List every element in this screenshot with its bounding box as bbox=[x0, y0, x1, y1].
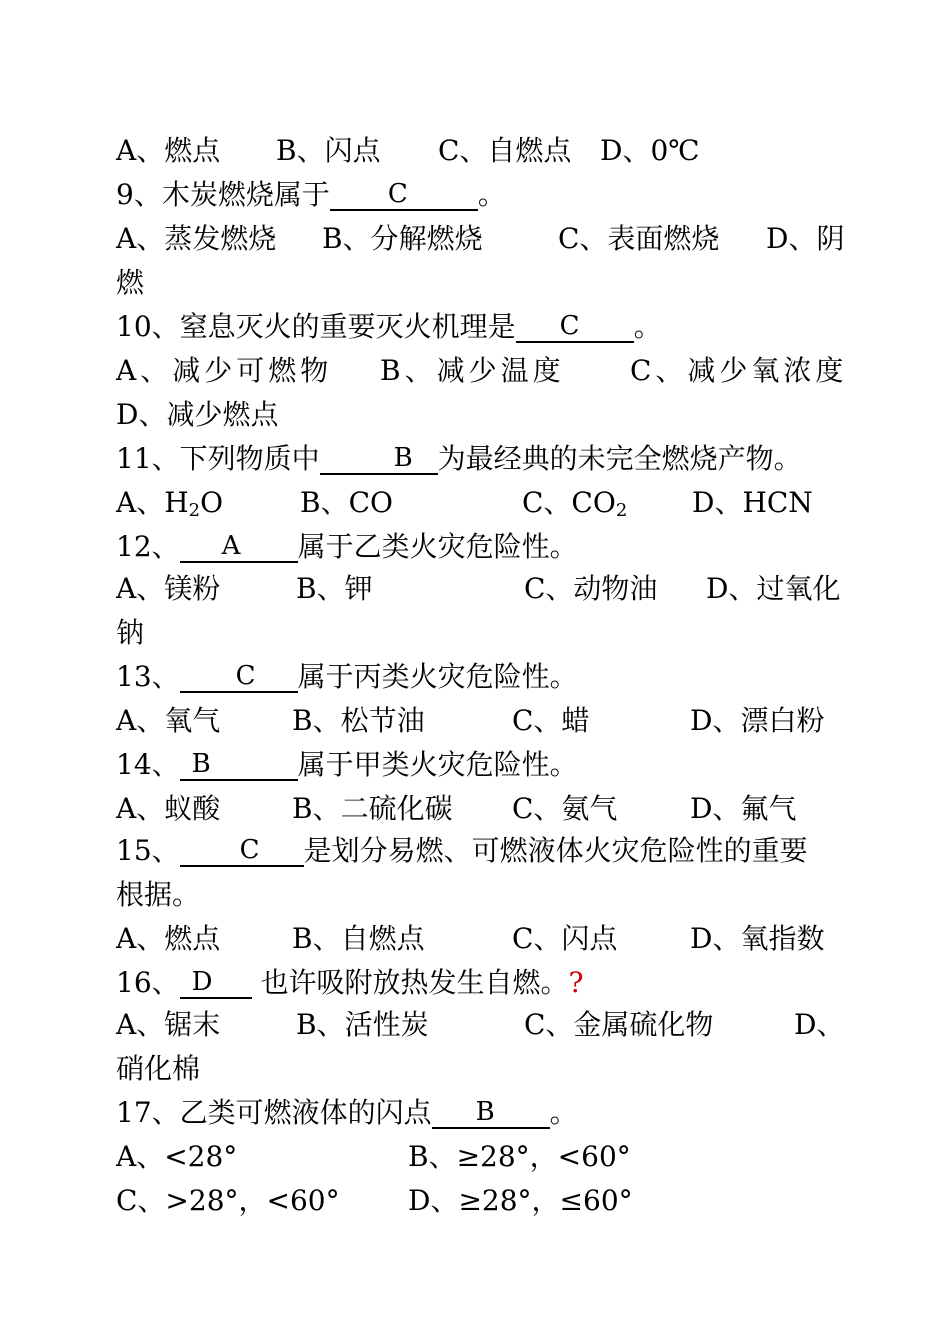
q15-option-d: D、氧指数 bbox=[690, 922, 825, 955]
q15-option-c: C、闪点 bbox=[512, 922, 618, 955]
q9-option-b: B、分解燃烧 bbox=[322, 222, 483, 255]
q9-wrap: 燃 bbox=[116, 266, 145, 299]
q9-option-d: D、阴 bbox=[766, 222, 845, 255]
q16-prefix: 16、 bbox=[116, 966, 180, 999]
q15-option-b: B、自燃点 bbox=[292, 922, 425, 955]
q14-suffix: 属于甲类火灾危险性。 bbox=[297, 748, 578, 781]
q10-option-b: B、减少温度 bbox=[380, 354, 565, 387]
q11-option-b: B、CO bbox=[300, 486, 393, 519]
q14-option-b: B、二硫化碳 bbox=[292, 792, 453, 825]
q16-wrap: 硝化棉 bbox=[116, 1052, 201, 1085]
q15-option-a: A、燃点 bbox=[116, 922, 221, 955]
q10-option-a: A、减少可燃物 bbox=[116, 354, 333, 387]
q12-option-a: A、镁粉 bbox=[116, 572, 221, 605]
q9-option-c: C、表面燃烧 bbox=[558, 222, 720, 255]
q14-prefix: 14、 bbox=[116, 748, 180, 781]
q16-option-b: B、活性炭 bbox=[296, 1008, 429, 1041]
q13-option-d: D、漂白粉 bbox=[690, 704, 825, 737]
q13-answer: C bbox=[235, 661, 256, 691]
q9-stem bbox=[116, 175, 506, 215]
q13-prefix: 13、 bbox=[116, 660, 180, 693]
q11-suffix: 为最经典的未完全燃烧产物。 bbox=[437, 442, 802, 475]
q17-stem bbox=[116, 1093, 578, 1133]
q14-answer-blank bbox=[180, 749, 298, 781]
question-mark-annotation: ? bbox=[568, 966, 584, 999]
q11-a-subscript: 2 bbox=[188, 500, 201, 521]
q17-prefix: 17、乙类可燃液体的闪点 bbox=[116, 1096, 432, 1129]
q9-answer: C bbox=[387, 179, 408, 209]
q17-option-c: C、>28°，<60° bbox=[116, 1184, 340, 1217]
q16-stem bbox=[116, 963, 584, 1003]
q12-option-d: D、过氧化 bbox=[706, 572, 841, 605]
q8-option-a: A、燃点 bbox=[116, 134, 221, 167]
q10-answer: C bbox=[559, 311, 580, 341]
q11-stem bbox=[116, 439, 802, 479]
q15-prefix: 15、 bbox=[116, 834, 180, 867]
q12-option-b: B、钾 bbox=[296, 572, 373, 605]
q9-suffix: 。 bbox=[477, 178, 506, 211]
q17-option-d: D、≥28°，≤60° bbox=[408, 1184, 633, 1217]
q15-stem bbox=[116, 831, 808, 871]
q12-suffix: 属于乙类火灾危险性。 bbox=[297, 530, 578, 563]
q14-option-d: D、氟气 bbox=[690, 792, 797, 825]
q15-answer: C bbox=[239, 835, 260, 865]
q12-wrap: 钠 bbox=[116, 616, 145, 649]
q8-option-c: C、自燃点 bbox=[438, 134, 572, 167]
q14-option-c: C、氨气 bbox=[512, 792, 618, 825]
q17-suffix: 。 bbox=[549, 1096, 578, 1129]
q11-option-a: A、$H_2O$ bbox=[116, 486, 224, 521]
q10-stem bbox=[116, 307, 662, 347]
q11-answer: B bbox=[393, 443, 413, 473]
q8-option-b: B、闪点 bbox=[276, 134, 381, 167]
q16-suffix: 也许吸附放热发生自燃。 bbox=[251, 966, 569, 999]
q17-answer: B bbox=[475, 1097, 495, 1127]
q16-answer: D bbox=[191, 967, 213, 997]
q13-stem bbox=[116, 657, 578, 697]
q13-option-a: A、氧气 bbox=[116, 704, 221, 737]
q12-answer-blank bbox=[180, 531, 298, 563]
q14-answer: B bbox=[191, 749, 211, 779]
q15-suffix: 是划分易燃、可燃液体火灾危险性的重要 bbox=[303, 834, 808, 867]
q11-answer-blank bbox=[320, 443, 438, 475]
q13-suffix: 属于丙类火灾危险性。 bbox=[297, 660, 578, 693]
q8-option-d: D、0℃ bbox=[600, 134, 700, 167]
q13-option-c: C、蜡 bbox=[512, 704, 590, 737]
q11-option-c: C、$CO_2$ bbox=[522, 486, 628, 521]
q15-wrap: 根据。 bbox=[116, 878, 201, 911]
q12-option-c: C、动物油 bbox=[524, 572, 658, 605]
q14-option-a: A、蚁酸 bbox=[116, 792, 221, 825]
q12-answer: A bbox=[221, 531, 241, 561]
q15-answer-blank bbox=[180, 835, 304, 867]
q10-answer-blank bbox=[516, 311, 634, 343]
q10-wrap: D、减少燃点 bbox=[116, 398, 279, 431]
q17-answer-blank bbox=[432, 1097, 550, 1129]
q9-answer-blank bbox=[330, 179, 478, 211]
q10-prefix: 10、窒息灭火的重要灭火机理是 bbox=[116, 310, 516, 343]
q12-prefix: 12、 bbox=[116, 530, 180, 563]
q12-stem bbox=[116, 527, 578, 567]
q16-option-d: D、 bbox=[794, 1008, 845, 1041]
q16-option-c: C、金属硫化物 bbox=[524, 1008, 714, 1041]
q10-suffix: 。 bbox=[633, 310, 662, 343]
q10-option-c: C、减少氧浓度 bbox=[630, 354, 848, 387]
q11-option-d: D、HCN bbox=[692, 486, 813, 519]
q13-option-b: B、松节油 bbox=[292, 704, 425, 737]
q9-prefix: 9、木炭燃烧属于 bbox=[116, 178, 330, 211]
q17-option-a: A、<28° bbox=[116, 1140, 238, 1173]
q11-c-subscript: 2 bbox=[615, 500, 628, 521]
q13-answer-blank bbox=[180, 661, 298, 693]
q11-prefix: 11、下列物质中 bbox=[116, 442, 320, 475]
q16-answer-blank bbox=[180, 967, 252, 999]
q16-option-a: A、锯末 bbox=[116, 1008, 221, 1041]
q9-option-a: A、蒸发燃烧 bbox=[116, 222, 277, 255]
q14-stem bbox=[116, 745, 578, 785]
q17-option-b: B、≥28°，<60° bbox=[408, 1140, 631, 1173]
